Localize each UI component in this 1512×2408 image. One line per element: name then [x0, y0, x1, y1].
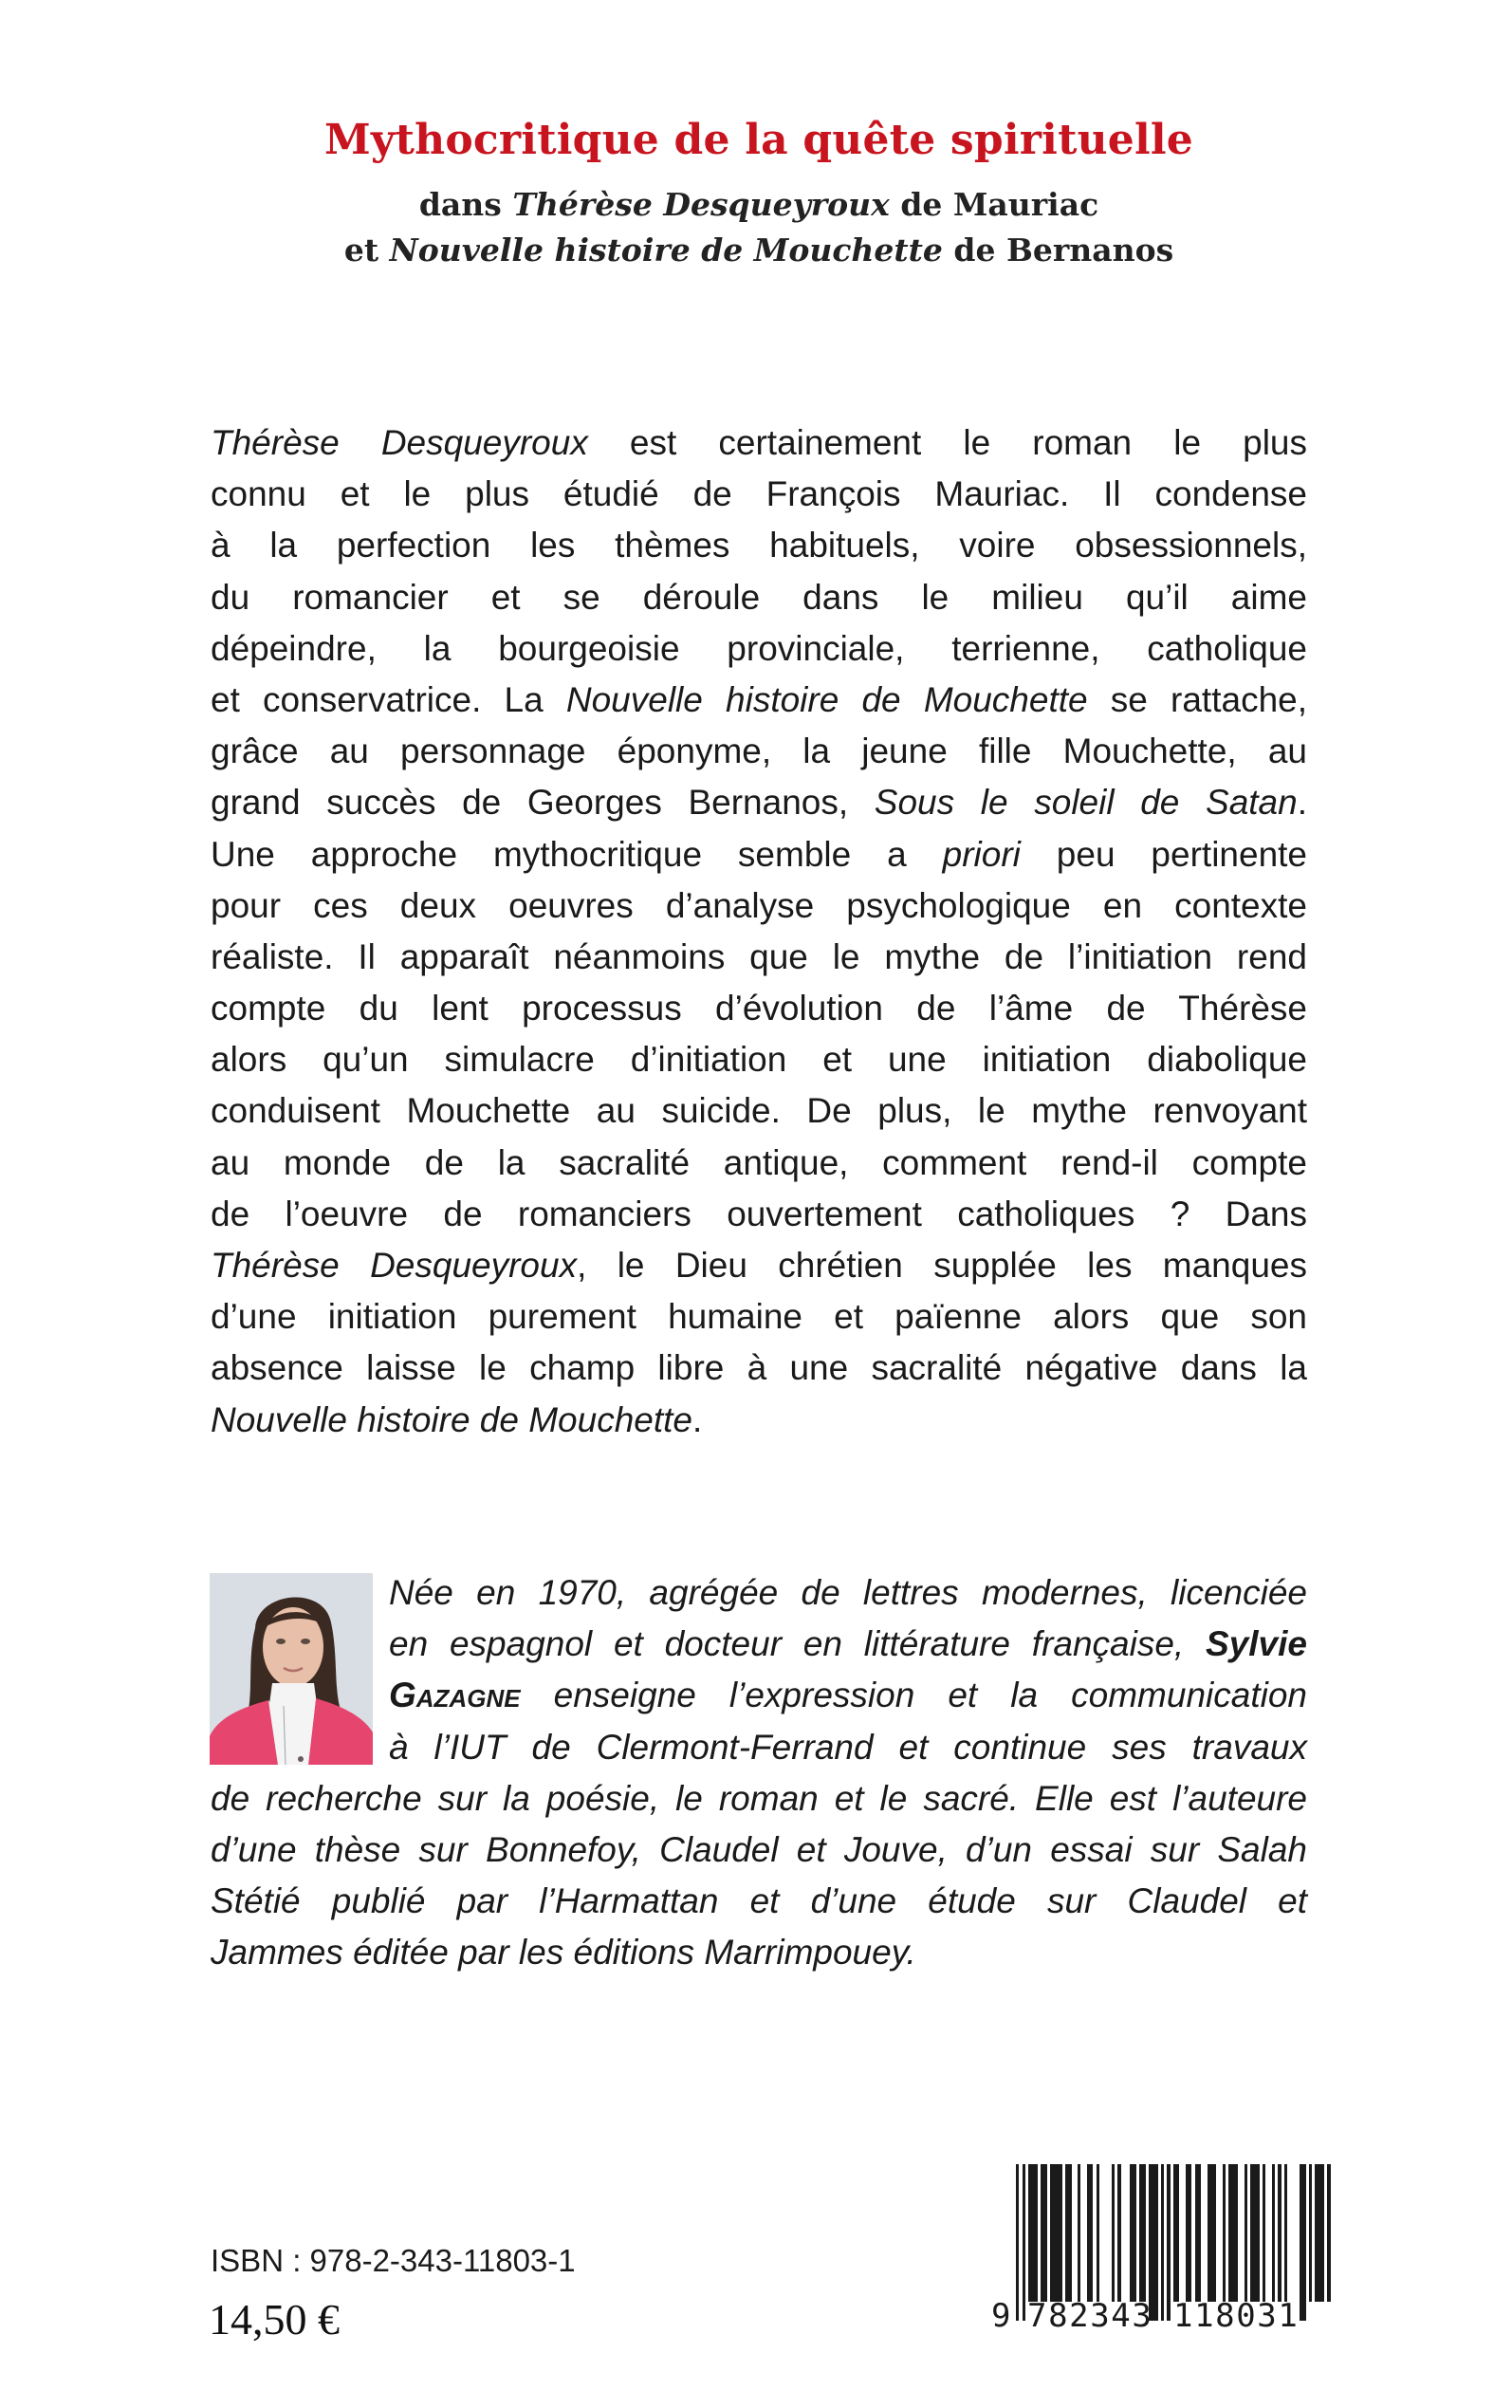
text-line: à l’IUT de Clermont-Ferrand et continue ses travaux: [389, 1727, 1307, 1767]
text-line: dépeindre, la bourgeoisie provinciale, terrienne, catholique: [211, 628, 1307, 668]
text-line: Née en 1970, agrégée de lettres modernes, licenciée: [389, 1573, 1307, 1612]
text-line: d’une thèse sur Bonnefoy, Claudel et Jouve, d’un essai sur Salah: [211, 1829, 1307, 1869]
barcode-digit-first: 9: [991, 2297, 1011, 2335]
isbn-label: ISBN : 978-2-343-11803-1: [211, 2243, 576, 2278]
text-line: et conservatrice. La Nouvelle histoire de Mouchette se rattache,: [211, 679, 1308, 719]
text-line: d’une initiation purement humaine et païenne alors que son: [211, 1297, 1307, 1337]
book-summary: [211, 417, 1307, 1446]
subtitle-line: et Nouvelle histoire de Mouchette de Bernanos: [343, 232, 1174, 269]
text-line: réaliste. Il apparaît néanmoins que le mythe de l’initiation rend: [211, 936, 1307, 976]
text-line: au monde de la sacralité antique, comment rend-il compte: [211, 1142, 1307, 1182]
text-line: alors qu’un simulacre d’initiation et une initiation diabolique: [211, 1040, 1307, 1080]
text-line: Thérèse Desqueyroux est certainement le roman le plus: [211, 423, 1307, 462]
barcode-bar: [1228, 2164, 1238, 2302]
barcode-bar: [1287, 2164, 1300, 2302]
barcode-bar: [1028, 2164, 1038, 2302]
text-line: conduisent Mouchette au suicide. De plus, le mythe renvoyant: [211, 1091, 1307, 1131]
barcode-bar: [1315, 2164, 1324, 2302]
text-line: de recherche sur la poésie, le roman et le sacré. Elle est l’auteure: [211, 1778, 1307, 1818]
text-line: du romancier et se déroule dans le milieu qu’il aime: [211, 577, 1307, 617]
barcode-bar: [1327, 2164, 1330, 2302]
author-bio: [211, 1567, 1307, 1979]
text-line: grâce au personnage éponyme, la jeune fille Mouchette, au: [211, 732, 1307, 771]
text-line: Jammes éditée par les éditions Marrimpouey.: [211, 1933, 916, 1973]
barcode-bar: [1121, 2164, 1131, 2302]
text-line: pour ces deux oeuvres d’analyse psychologique en contexte: [211, 885, 1307, 925]
text-line: de l’oeuvre de romanciers ouvertement catholiques ? Dans: [211, 1194, 1307, 1233]
text-line: à la perfection les thèmes habituels, voire obsessionnels,: [211, 526, 1307, 565]
text-line: connu et le plus étudié de François Mauriac. Il condense: [211, 474, 1307, 514]
barcode-digits-right: 118031: [1173, 2297, 1300, 2335]
text-line: absence laisse le champ libre à une sacralité négative dans la: [211, 1348, 1307, 1388]
text-line: Stétié publié par l’Harmattan et d’une étude sur Claudel et: [211, 1881, 1307, 1921]
barcode-bar: [1250, 2164, 1260, 2302]
text-line: Une approche mythocritique semble a priori peu pertinente: [211, 834, 1308, 874]
ean-barcode: [991, 2164, 1314, 2335]
barcode-bar: [1208, 2164, 1217, 2302]
text-line: compte du lent processus d’évolution de l’âme de Thérèse: [211, 989, 1307, 1028]
book-subtitle: [171, 182, 1347, 273]
price-label: 14,50 €: [209, 2295, 340, 2343]
barcode-bar: [1099, 2164, 1112, 2302]
text-line: en espagnol et docteur en littérature française, Sylvie: [389, 1624, 1307, 1664]
barcode-bar: [1050, 2164, 1062, 2302]
text-line: Gazagne enseigne l’expression et la communication: [389, 1676, 1307, 1715]
text-line: Nouvelle histoire de Mouchette.: [211, 1399, 703, 1439]
barcode-digits-left: 782343: [1027, 2297, 1153, 2335]
cover-header: [171, 112, 1347, 273]
text-line: grand succès de Georges Bernanos, Sous le soleil de Satan.: [211, 783, 1307, 823]
text-line: Thérèse Desqueyroux, le Dieu chrétien supplée les manques: [211, 1246, 1307, 1285]
book-title: Mythocritique de la quête spirituelle: [323, 116, 1194, 164]
subtitle-line: dans Thérèse Desqueyroux de Mauriac: [418, 186, 1099, 223]
